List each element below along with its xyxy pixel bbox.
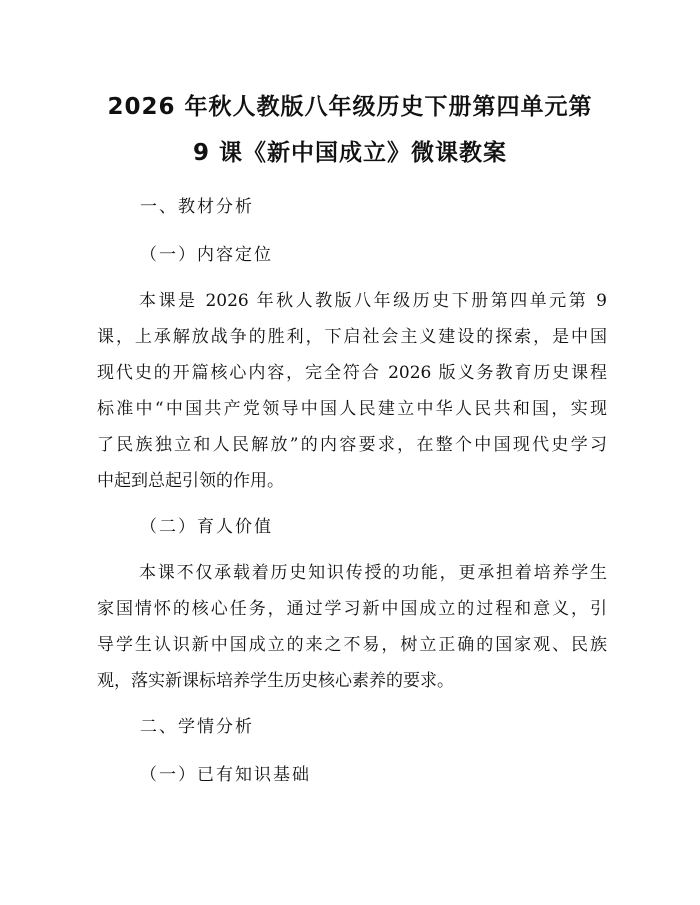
paragraph-line: 本课是 2026 年秋人教版八年级历史下册第四单元第 9 <box>139 291 607 311</box>
paragraph-line: 现代史的开篇核心内容，完全符合 2026 版义务教育历史课程 <box>97 363 607 383</box>
subheading-educational-value: （二）育人价值 <box>140 517 273 537</box>
subheading-content-position: （一）内容定位 <box>140 245 273 265</box>
document-title-line-1: 2026 年秋人教版八年级历史下册第四单元第 <box>107 94 593 120</box>
paragraph-content-position <box>97 283 607 499</box>
paragraph-line: 中起到总起引领的作用。 <box>97 471 284 491</box>
document-title-line-2: 9 课《新中国成立》微课教案 <box>192 140 507 166</box>
paragraph-line: 观，落实新课标培养学生历史核心素养的要求。 <box>97 671 454 691</box>
paragraph-line: 导学生认识新中国成立的来之不易，树立正确的国家观、民族 <box>97 635 607 655</box>
paragraph-line: 本课不仅承载着历史知识传授的功能，更承担着培养学生 <box>139 563 607 583</box>
paragraph-line: 了民族独立和人民解放”的内容要求，在整个中国现代史学习 <box>97 435 607 455</box>
paragraph-line: 标准中“中国共产党领导中国人民建立中华人民共和国，实现 <box>97 399 607 419</box>
paragraph-line: 课，上承解放战争的胜利，下启社会主义建设的探索，是中国 <box>97 327 607 347</box>
section-heading-materials: 一、教材分析 <box>140 197 254 217</box>
section-heading-learner-analysis: 二、学情分析 <box>140 717 254 737</box>
subheading-prior-knowledge: （一）已有知识基础 <box>140 765 311 785</box>
paragraph-educational-value <box>97 555 607 699</box>
paragraph-line: 家国情怀的核心任务，通过学习新中国成立的过程和意义，引 <box>97 599 607 619</box>
